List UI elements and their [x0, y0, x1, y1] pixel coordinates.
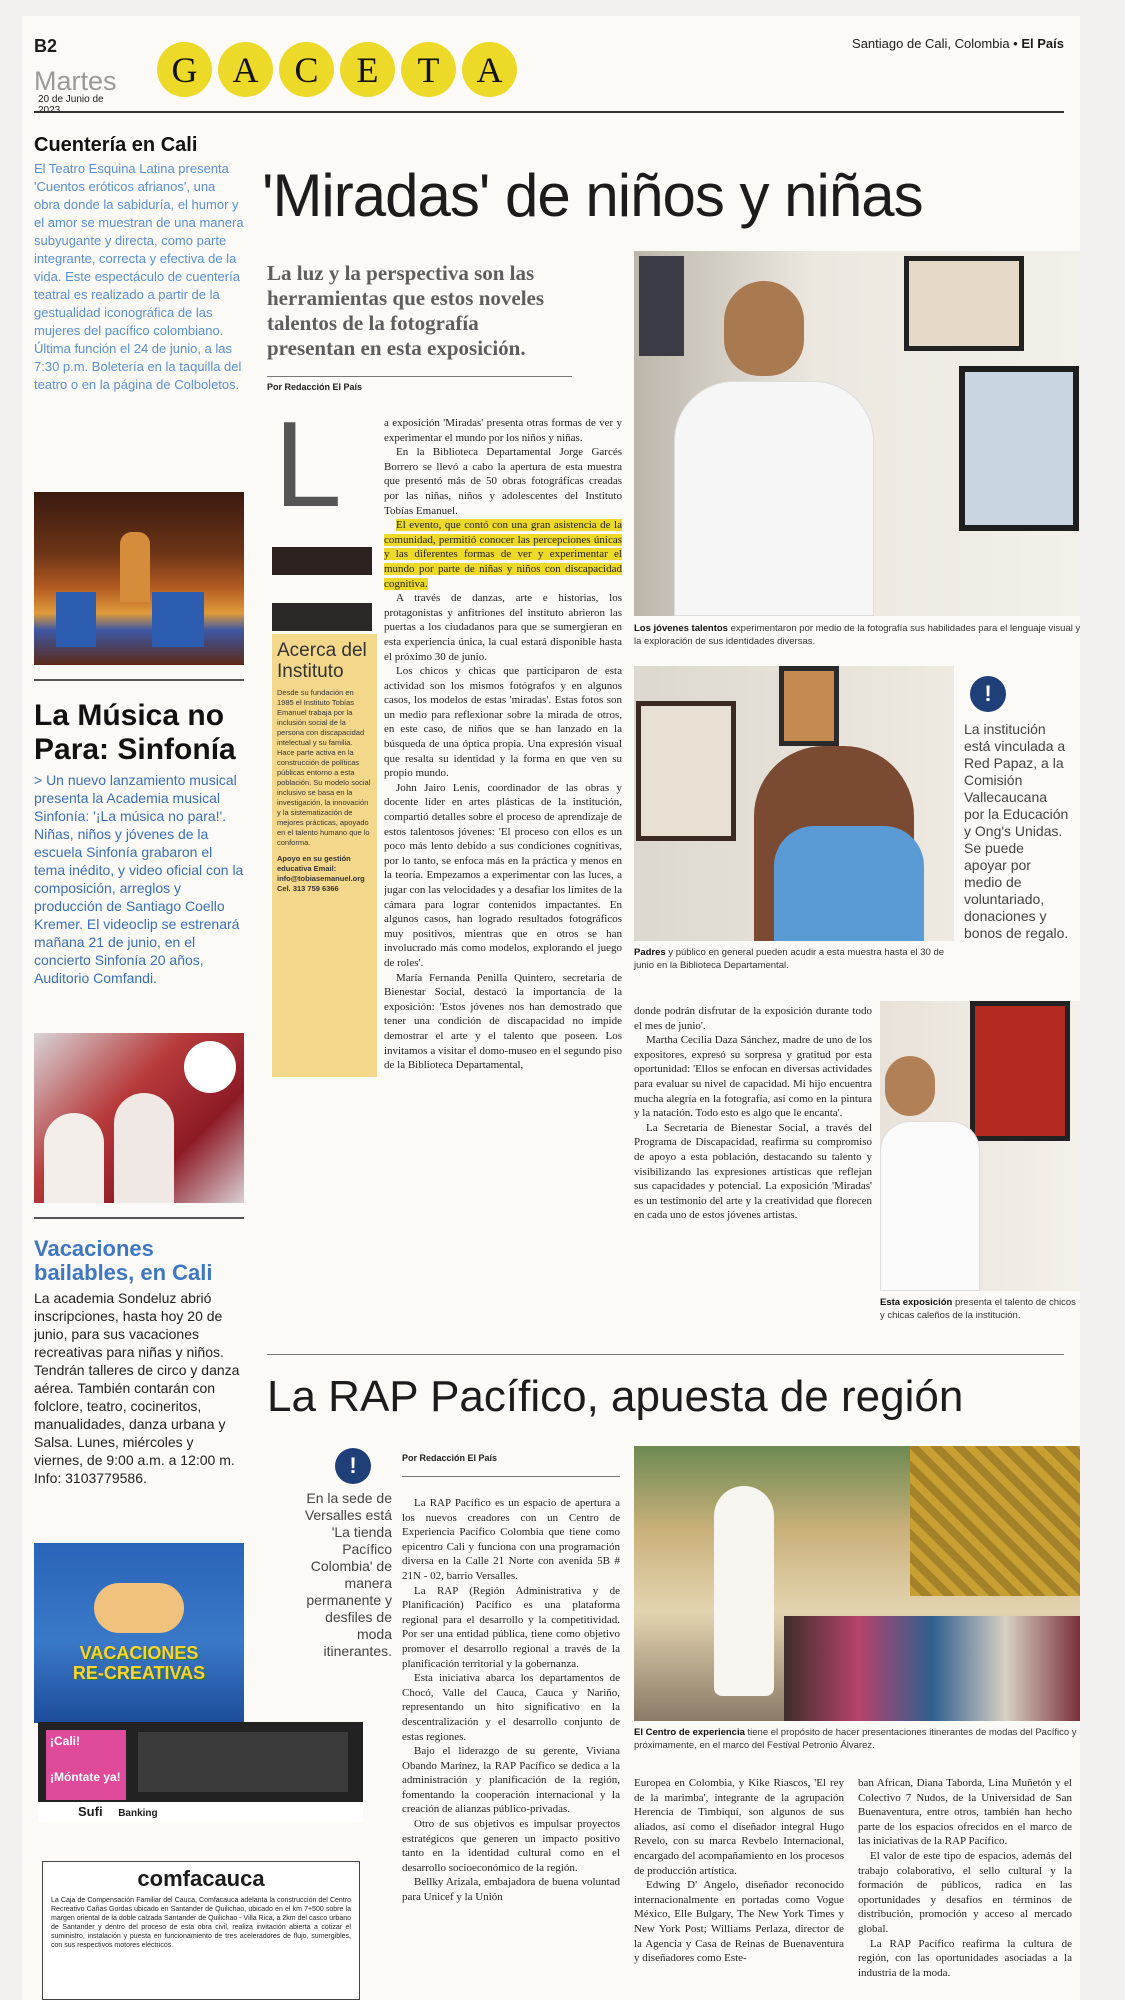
divider	[34, 679, 244, 681]
photo-detail	[114, 1093, 174, 1203]
caption-text: experimentaron por medio de la fotografía sus habilidades para el lenguaje visual y la exploración de sus identidades diversas.	[634, 623, 1080, 647]
ad-brand: comfacauca	[137, 1866, 265, 1891]
poster-line: VACACIONES	[79, 1643, 199, 1663]
section-letter: E	[340, 42, 395, 97]
paragraph: María Fernanda Penilla Quintero, secretaria de Bienestar Social, destacó la importancia de la exposición: 'Estos jóvenes nos han demostrado que tener una condición de discapacidad no impide demostrar el arte y el talento que poseen. Los invitamos a visitar el domo-museo en el segundo piso de la Biblioteca Departamental,	[384, 971, 622, 1072]
paragraph: La RAP Pacífico es un espacio de apertura a los nuevos creadores con un Centro de Experiencia Pacífico Colombia que tiene como epicentro Cali y funciona con una programación diversa en la Calle 21 Norte con avenida 5B # 21N - 02, barrio Versalles.	[402, 1497, 620, 1582]
section-letter: G	[157, 42, 212, 97]
article-deck: La luz y la perspectiva son las herramientas que estos noveles talentos de la fotografía presentan en esta exposición.	[267, 261, 545, 360]
section-letter: C	[279, 42, 334, 97]
info-box	[272, 634, 377, 1077]
paragraph: La RAP (Región Administrativa y de Planificación) Pacífico es una plataforma regional para el desarrollo y la competitividad. Por ser una entidad pública, tiene como objetivo promover el desarrollo regional a través de la planificación territorial y la gobernanza.	[402, 1584, 620, 1670]
paragraph: Los chicos y chicas que participaron de esta actividad son los mismos fotógrafos y en algunos casos, los modelos de estas 'miradas'. Estas fotos son un medio para reflexionar sobre la mirada de otros, en este caso, de niños que se han lanzado en la búsqueda de una óptica propia. Una expresión visual que resalta su identidad y la forma en que ven su propio mundo.	[384, 665, 622, 780]
section-rule	[267, 1354, 1064, 1355]
article-col-1	[384, 416, 622, 1323]
paragraph: Europea en Colombia, y Kike Riascos, 'El rey de la marimba', integrante de la agrupación Herencia de Timbiquí, son algunos de sus aliados, así como el diseñador integral Hugo Revelo, con su marca Revbelo Internacional, encargado del acompañamiento en los procesos de producción artística.	[634, 1777, 844, 1877]
info-callout	[335, 1448, 371, 1484]
photo-detail	[959, 366, 1079, 531]
ad-text: ¡Cali!	[50, 1734, 80, 1748]
photo-detail	[120, 532, 150, 602]
paragraph: Esta iniciativa abarca los departamentos de Chocó, Valle del Cauca, Cauca y Nariño, representando un hito significativo en la descentralización y el desarrollo conjunto de estas regiones.	[402, 1672, 620, 1743]
caption-lead: Los jóvenes talentos	[634, 623, 728, 634]
info-callout-text: La institución está vinculada a Red Papaz, a la Comisión Vallecaucana por la Educación y Ong's Unidas. Se puede apoyar por medio de voluntariado, donaciones y bonos de regalo.	[964, 721, 1069, 941]
divider	[34, 1217, 244, 1219]
info-callout	[970, 676, 1006, 712]
photo-exhibition	[880, 1001, 1080, 1291]
caption-lead: Padres	[634, 947, 666, 958]
newspaper-page	[22, 16, 1080, 2000]
rap-col-1	[402, 1496, 620, 1996]
caption-text: y público en general pueden acudir a esta muestra hasta el 30 de junio en la Biblioteca Departamental.	[634, 947, 945, 971]
paragraph: Edwing D' Angelo, diseñador reconocido internacionalmente en portadas como Vogue México, Elle Bulgary, The New York Times y New York Post; Williams Perlaza, director de la Agencia y Casa de Reinas de Buenaventura y diseñadores como Este-	[634, 1879, 844, 1965]
info-callout-text: En la sede de Versalles está 'La tienda Pacífico Colombia' de manera permanente y desfiles de moda itinerantes.	[304, 1490, 392, 1659]
article-title: La RAP Pacífico, apuesta de región	[267, 1372, 964, 1421]
ad-panel	[46, 1730, 126, 1800]
paragraph: A través de danzas, arte e historias, los protagonistas y anfitriones del instituto abrieron las puertas a los ciudadanos para que se sumergieran en esta experiencia única, la cual estará disponible hasta el próximo 30 de junio.	[384, 592, 622, 663]
header-rule	[34, 111, 1064, 113]
ad-text: ¡Móntate ya!	[50, 1770, 121, 1784]
section-letter: T	[401, 42, 456, 97]
info-box-title: Acerca del Instituto	[277, 640, 367, 682]
ad-text: La Caja de Compensación Familiar del Cauca, Comfacauca adelanta la construcción del Centro Recreativo Cañas Gordas ubicado en Santander de Quilichao, ubicado en el km 7+500 sobre la margen oriental de la doble calzada Santander de Quilichao - Villa Rica, a 2km del casco urbano de Santander y dentro del proceso de esta obra civil, realiza invitación abierta a cotizar el suministro, instalación y puesta en funcionamiento de tres aceleradores de flujo, sumergibles, con sus respectivos motores eléctricos.	[51, 1897, 351, 1949]
photo-detail	[56, 592, 96, 647]
paragraph: John Jairo Lenis, coordinador de las obras y docente líder en artes plásticas de la institución, compartió detalles sobre el proceso de aprendizaje de estos talentosos jóvenes: 'El proceso con ellos es un poco más lento debido a sus condiciones cognitivas, por lo tanto, se enfoca más en la práctica y menos en la teoría. Empezamos a experimentar con las luces, a jugar con las velocidades y a desafiar los límites de la cámara para lograr contenidos impactantes. En algunos casos, han logrado resultados fotográficos muy positivos, mientras que en otros se han involucrado más como modelos, explorando el juego de roles'.	[384, 781, 622, 969]
decorative-bar	[272, 603, 372, 631]
photo-detail	[885, 1056, 935, 1116]
photo-detail	[784, 1616, 1080, 1721]
paper-name: El País	[1021, 36, 1064, 51]
brief-text: La academia Sondeluz abrió inscripciones, hasta hoy 20 de junio, para sus vacaciones recreativas para niñas y niños. Tendrán talleres de circo y danza aérea. También contarán con folclore, teatro, cocineritos, manualidades, danza urbana y Salsa. Lunes, miércoles y viernes, de 9:00 a.m. a 12:00 m. Info: 3103779586.	[34, 1290, 240, 1486]
photo-detail	[910, 1446, 1080, 1596]
photo-detail	[44, 1113, 104, 1203]
brief-title: Vacaciones bailables, en Cali	[34, 1236, 213, 1285]
photo-caption	[634, 946, 954, 972]
rap-col-3	[858, 1776, 1072, 1998]
theater-photo	[34, 492, 244, 665]
left-column	[34, 134, 244, 1723]
caption-lead: El Centro de experiencia	[634, 1727, 745, 1738]
paragraph: a exposición 'Miradas' presenta otras formas de ver y experimentar el mundo por los niños y niñas.	[384, 417, 622, 444]
byline: Por Redacción El País	[402, 1453, 498, 1463]
photo-caption	[634, 1726, 1080, 1752]
photo-parents	[634, 666, 954, 941]
photo-detail	[904, 256, 1024, 351]
rap-col-2	[634, 1776, 844, 1998]
photo-detail	[674, 381, 874, 616]
paragraph: La Secretaría de Bienestar Social, a través del Programa de Discapacidad, reafirma su compromiso de apoyo a esta población, destacando su talento y visibilizando las expresiones artísticas que reflejan sus capacidades y potencial. La exposición 'Miradas' es un testimonio del arte y la creatividad que florecen en cada uno de estos jóvenes artistas.	[634, 1121, 872, 1222]
brief-text: > Un nuevo lanzamiento musical presenta la Academia musical Sinfonía: '¡La música no para!'. Niñas, niños y jóvenes de la escuela Sinfonía grabaron el tema inédito, y video oficial con la composición, arreglos y producción de Santiago Coello Kremer. El videoclip se estrenará mañana 21 de junio, en el concierto Sinfonía 20 años, Auditorio Comfandi.	[34, 772, 244, 986]
paragraph: Otro de sus objetivos es impulsar proyectos estratégicos que generen un impacto positivo tanto en la identidad cultural como en el desarrollo socioeconómico de la región.	[402, 1818, 620, 1874]
brief-title: Cuentería en Cali	[34, 134, 198, 156]
poster-text	[34, 1643, 244, 1683]
paragraph: Bajo el liderazgo de su gerente, Viviana Obando Marínez, la RAP Pacífico se dedica a la administración y planificación de la región, fomentando la cooperación internacional y la creación de alianzas público-privadas.	[402, 1745, 620, 1816]
paragraph: donde podrán disfrutar de la exposición durante todo el mes de junio'.	[634, 1005, 872, 1032]
photo-caption	[880, 1296, 1080, 1322]
ad-panel	[138, 1732, 348, 1792]
photo-detail	[724, 281, 804, 376]
photo-young-talent	[634, 251, 1080, 616]
section-letter: A	[218, 42, 273, 97]
info-box-text: Desde su fundación en 1985 el Instituto Tobías Emanuel trabaja por la inclusión social de la persona con discapacidad intelectual y su familia. Hace parte activa en la construcción de políticas públicas entorno a esta población. Su modelo social inclusivo se basa en la investigación, la innovación y la sistematización de mejores prácticas, apoyado en el talento humano que lo conforma.	[277, 688, 371, 847]
brand-badge-icon	[184, 1041, 236, 1093]
byline-rule	[402, 1476, 620, 1477]
section-logo	[157, 42, 517, 97]
photo-detail	[152, 592, 204, 647]
photo-detail	[94, 1583, 184, 1633]
photo-fashion-show	[634, 1446, 1080, 1721]
location-text: Santiago de Cali, Colombia •	[852, 36, 1018, 51]
music-photo	[34, 1033, 244, 1203]
vacation-poster	[34, 1543, 244, 1723]
photo-detail	[880, 1121, 980, 1291]
paragraph: En la Biblioteca Departamental Jorge Garcés Borrero se llevó a cabo la apertura de esta muestra que presentó más de 50 obras fotográficas creadas por las niñas, niños y adolescentes del Instituto Tobías Emanuel.	[384, 446, 622, 517]
decorative-bar	[272, 547, 372, 575]
photo-detail	[779, 666, 839, 746]
photo-detail	[774, 826, 924, 941]
paragraph: El valor de este tipo de espacios, además del trabajo colaborativo, el sello cultural y la formación de públicos, radica en las oportunidades y desafíos en términos de distribución, promoción y acceso al mercado global.	[858, 1849, 1072, 1935]
photo-detail	[636, 701, 736, 841]
ad-footer	[38, 1802, 363, 1822]
photo-caption	[634, 622, 1080, 648]
comfacauca-ad	[42, 1861, 360, 2000]
drop-cap: L	[274, 396, 342, 532]
photo-detail	[639, 256, 684, 356]
date: 20 de Junio de	[38, 94, 104, 105]
info-box-contact: Apoyo en su gestión educativa Email: info@tobiasemanuel.org Cel. 313 759 6366	[277, 854, 365, 893]
masthead-location	[852, 36, 1064, 51]
ad-brand: Sufi	[78, 1804, 103, 1819]
caption-text: tiene el propósito de hacer presentaciones itinerantes de modas del Pacífico y próximamente, en el marco del Festival Petronio Álvarez.	[634, 1727, 1077, 1751]
photo-detail	[714, 1486, 774, 1696]
paragraph: La RAP Pacífico reafirma la cultura de región, con las oportunidades asociadas a la industria de la moda.	[858, 1937, 1072, 1979]
byline: Por Redacción El País	[267, 376, 572, 392]
brief-title: La Música no Para: Sinfonía	[34, 699, 236, 766]
highlighted-paragraph: El evento, que contó con una gran asistencia de la comunidad, permitió conocer las percepciones únicas y las diferentes formas de ver y experimentar el mundo por parte de niñas y niños con discapacidad cognitiva.	[384, 519, 622, 590]
page-number: B2	[34, 36, 58, 56]
article-col-2	[634, 1004, 872, 1324]
section-letter: A	[462, 42, 517, 97]
brief-text: El Teatro Esquina Latina presenta 'Cuentos eróticos afrianos', una obra donde la sabiduría, el humor y el amor se muestran de una manera subyugante y directa, como parte integrante, correcta y efectiva de la vida. Este espectáculo de cuentería teatral es realizado a partir de la gestualidad iconográfica de las mujeres del pacífico colombiano. Última función el 24 de junio, a las 7:30 p.m. Boletería en la taquilla del teatro o en la página de Colboletos.	[34, 161, 244, 392]
caption-lead: Esta exposición	[880, 1297, 953, 1308]
article-title: 'Miradas' de niños y niñas	[262, 162, 923, 229]
paragraph: Bellky Arizala, embajadora de buena voluntad para Unicef y la Unión	[402, 1876, 620, 1904]
weekday: Martes	[34, 66, 117, 96]
photo-detail	[970, 1001, 1070, 1141]
exclamation-icon: !	[970, 676, 1006, 712]
ad-brand: Banking	[118, 1808, 158, 1819]
sufi-ad	[38, 1722, 363, 1822]
paragraph: Martha Cecilia Daza Sánchez, madre de uno de los expositores, expresó su sorpresa y gratitud por esta oportunidad: 'Ellos se enfocan en diversas actividades para evaluar su nivel de capacidad. Mi hijo encuentra mucha alegría en la fotografía, así como en la pintura y la natación. Todo esto es algo que le encanta'.	[634, 1034, 872, 1120]
exclamation-icon: !	[335, 1448, 371, 1484]
poster-line: RE-CREATIVAS	[72, 1663, 206, 1683]
caption-text: presenta el talento de chicos y chicas caleños de la institución.	[880, 1297, 1076, 1321]
paragraph: ban African, Diana Taborda, Lina Muñetón y el Colectivo 7 Nudos, de la Universidad de San Buenaventura, entre otros, también han hecho parte de los espacios ofrecidos en el marco de las iniciativas de la RAP Pacífico.	[858, 1777, 1072, 1848]
